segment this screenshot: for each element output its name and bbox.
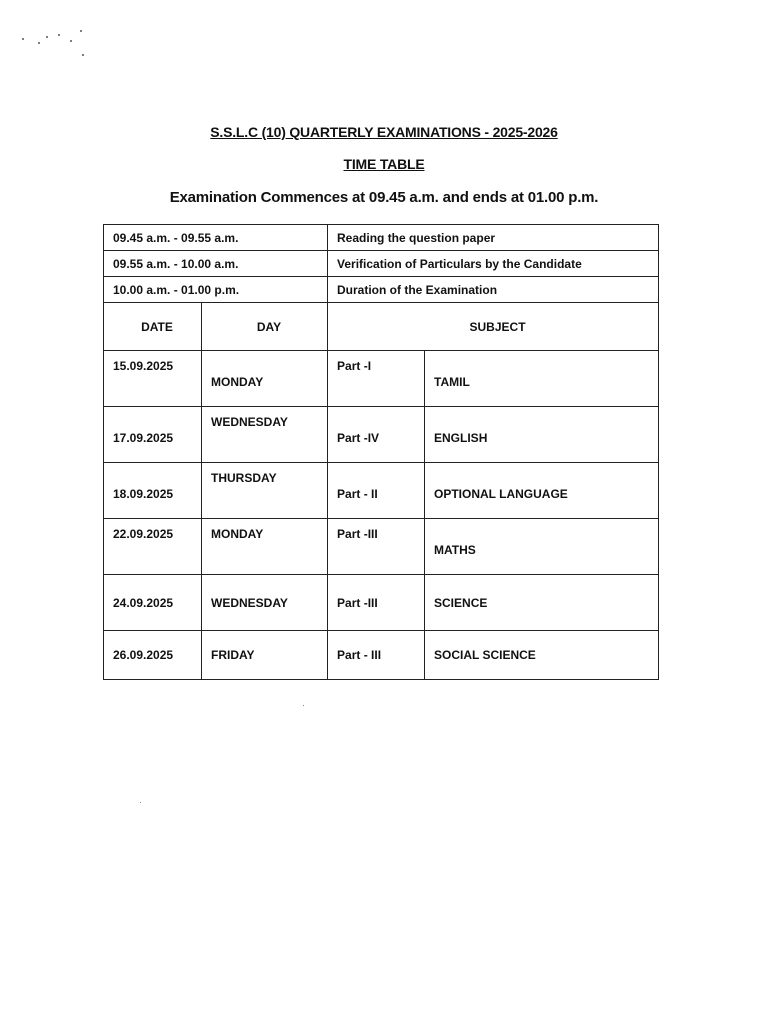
schedule-row bbox=[104, 277, 659, 303]
scan-speck bbox=[140, 802, 141, 803]
table-row bbox=[104, 631, 659, 680]
exam-day: MONDAY bbox=[202, 519, 328, 575]
timetable bbox=[103, 224, 659, 680]
header-subject: SUBJECT bbox=[328, 303, 659, 351]
schedule-time: 09.55 a.m. - 10.00 a.m. bbox=[104, 251, 328, 277]
page-title: S.S.L.C (10) QUARTERLY EXAMINATIONS - 2025-2026 bbox=[210, 124, 558, 140]
table-row bbox=[104, 407, 659, 463]
exam-part: Part - II bbox=[328, 463, 425, 519]
page-subtitle: TIME TABLE bbox=[343, 156, 425, 172]
exam-part: Part -I bbox=[328, 351, 425, 407]
exam-date: 26.09.2025 bbox=[104, 631, 202, 680]
schedule-activity: Verification of Particulars by the Candidate bbox=[328, 251, 659, 277]
schedule-activity: Duration of the Examination bbox=[328, 277, 659, 303]
table-row bbox=[104, 351, 659, 407]
table-row bbox=[104, 519, 659, 575]
schedule-row bbox=[104, 251, 659, 277]
exam-subject: ENGLISH bbox=[425, 407, 659, 463]
table-row bbox=[104, 575, 659, 631]
exam-subject: TAMIL bbox=[425, 351, 659, 407]
exam-subject: SCIENCE bbox=[425, 575, 659, 631]
header-day: DAY bbox=[202, 303, 328, 351]
header-date: DATE bbox=[104, 303, 202, 351]
scan-specks bbox=[18, 28, 98, 68]
exam-part: Part -III bbox=[328, 575, 425, 631]
exam-part: Part -IV bbox=[328, 407, 425, 463]
exam-subject: OPTIONAL LANGUAGE bbox=[425, 463, 659, 519]
exam-day: WEDNESDAY bbox=[202, 575, 328, 631]
exam-subject: SOCIAL SCIENCE bbox=[425, 631, 659, 680]
schedule-activity: Reading the question paper bbox=[328, 225, 659, 251]
exam-part: Part -III bbox=[328, 519, 425, 575]
exam-date: 15.09.2025 bbox=[104, 351, 202, 407]
exam-day: FRIDAY bbox=[202, 631, 328, 680]
exam-part: Part - III bbox=[328, 631, 425, 680]
exam-date: 22.09.2025 bbox=[104, 519, 202, 575]
exam-day: THURSDAY bbox=[202, 463, 328, 519]
schedule-row bbox=[104, 225, 659, 251]
exam-date: 17.09.2025 bbox=[104, 407, 202, 463]
table-header-row bbox=[104, 303, 659, 351]
scan-speck bbox=[303, 705, 304, 706]
exam-date: 18.09.2025 bbox=[104, 463, 202, 519]
commencement-note: Examination Commences at 09.45 a.m. and ends at 01.00 p.m. bbox=[169, 189, 599, 206]
exam-date: 24.09.2025 bbox=[104, 575, 202, 631]
schedule-time: 10.00 a.m. - 01.00 p.m. bbox=[104, 277, 328, 303]
exam-subject: MATHS bbox=[425, 519, 659, 575]
exam-day: MONDAY bbox=[202, 351, 328, 407]
table-row bbox=[104, 463, 659, 519]
schedule-time: 09.45 a.m. - 09.55 a.m. bbox=[104, 225, 328, 251]
exam-day: WEDNESDAY bbox=[202, 407, 328, 463]
